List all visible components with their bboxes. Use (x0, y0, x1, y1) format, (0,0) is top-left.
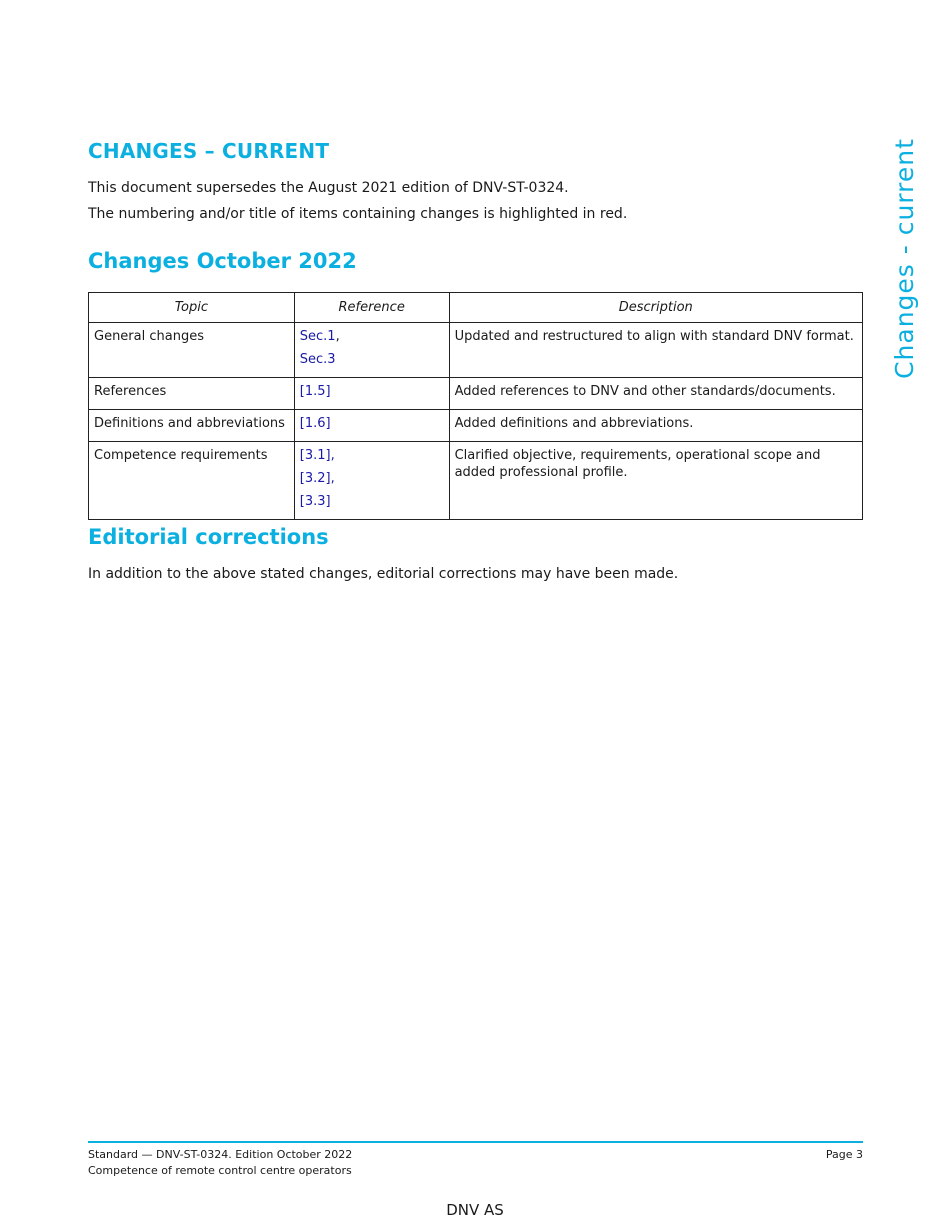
table-row (89, 410, 863, 442)
intro-paragraph-2: The numbering and/or title of items containing changes is highlighted in red. (88, 206, 628, 222)
reference-link-3-1[interactable]: [3.1], (299, 448, 335, 463)
table-row (89, 442, 863, 520)
side-section-label (886, 137, 922, 379)
reference-cell (294, 442, 449, 520)
table-row (89, 378, 863, 410)
page-heading: CHANGES – CURRENT (88, 139, 330, 163)
column-header-reference: Reference (294, 293, 449, 323)
editorial-section-title: Editorial corrections (88, 525, 329, 549)
column-header-topic: Topic (89, 293, 295, 323)
reference-cell (294, 378, 449, 410)
footer-company-name: DNV AS (446, 1201, 504, 1219)
description-cell: Added references to DNV and other standards/documents. (449, 378, 862, 410)
reference-cell: Sec.1, Sec.3 (294, 323, 449, 378)
table-header-row (89, 293, 863, 323)
topic-cell: Definitions and abbreviations (89, 410, 295, 442)
reference-link-1-6[interactable]: [1.6] (299, 416, 331, 431)
reference-cell (294, 410, 449, 442)
footer-divider (88, 1141, 863, 1143)
footer-document-info (88, 1147, 352, 1179)
topic-cell: General changes (89, 323, 295, 378)
description-cell: Added definitions and abbreviations. (449, 410, 862, 442)
column-header-description: Description (449, 293, 862, 323)
description-cell: Clarified objective, requirements, operational scope and added professional profile. (449, 442, 862, 520)
changes-section-title: Changes October 2022 (88, 249, 357, 273)
topic-cell: References (89, 378, 295, 410)
reference-link-sec3[interactable]: Sec.3 (299, 352, 336, 367)
reference-link-3-3[interactable]: [3.3] (299, 494, 331, 509)
footer-page-number: Page 3 (825, 1148, 863, 1161)
topic-cell: Competence requirements (89, 442, 295, 520)
changes-table (88, 292, 863, 520)
side-section-label-text: Changes - current (889, 137, 919, 379)
reference-link-1-5[interactable]: [1.5] (299, 384, 331, 399)
reference-link-sec1[interactable]: Sec.1 (299, 329, 336, 344)
footer-standard-edition: Standard — DNV-ST-0324. Edition October 2022 (88, 1148, 353, 1161)
editorial-paragraph: In addition to the above stated changes, editorial corrections may have been made. (88, 566, 679, 582)
intro-paragraph-1: This document supersedes the August 2021 edition of DNV-ST-0324. (88, 180, 569, 196)
reference-link-3-2[interactable]: [3.2], (299, 471, 335, 486)
footer-document-title: Competence of remote control centre operators (88, 1164, 352, 1177)
table-row (89, 323, 863, 378)
description-cell: Updated and restructured to align with standard DNV format. (449, 323, 862, 378)
